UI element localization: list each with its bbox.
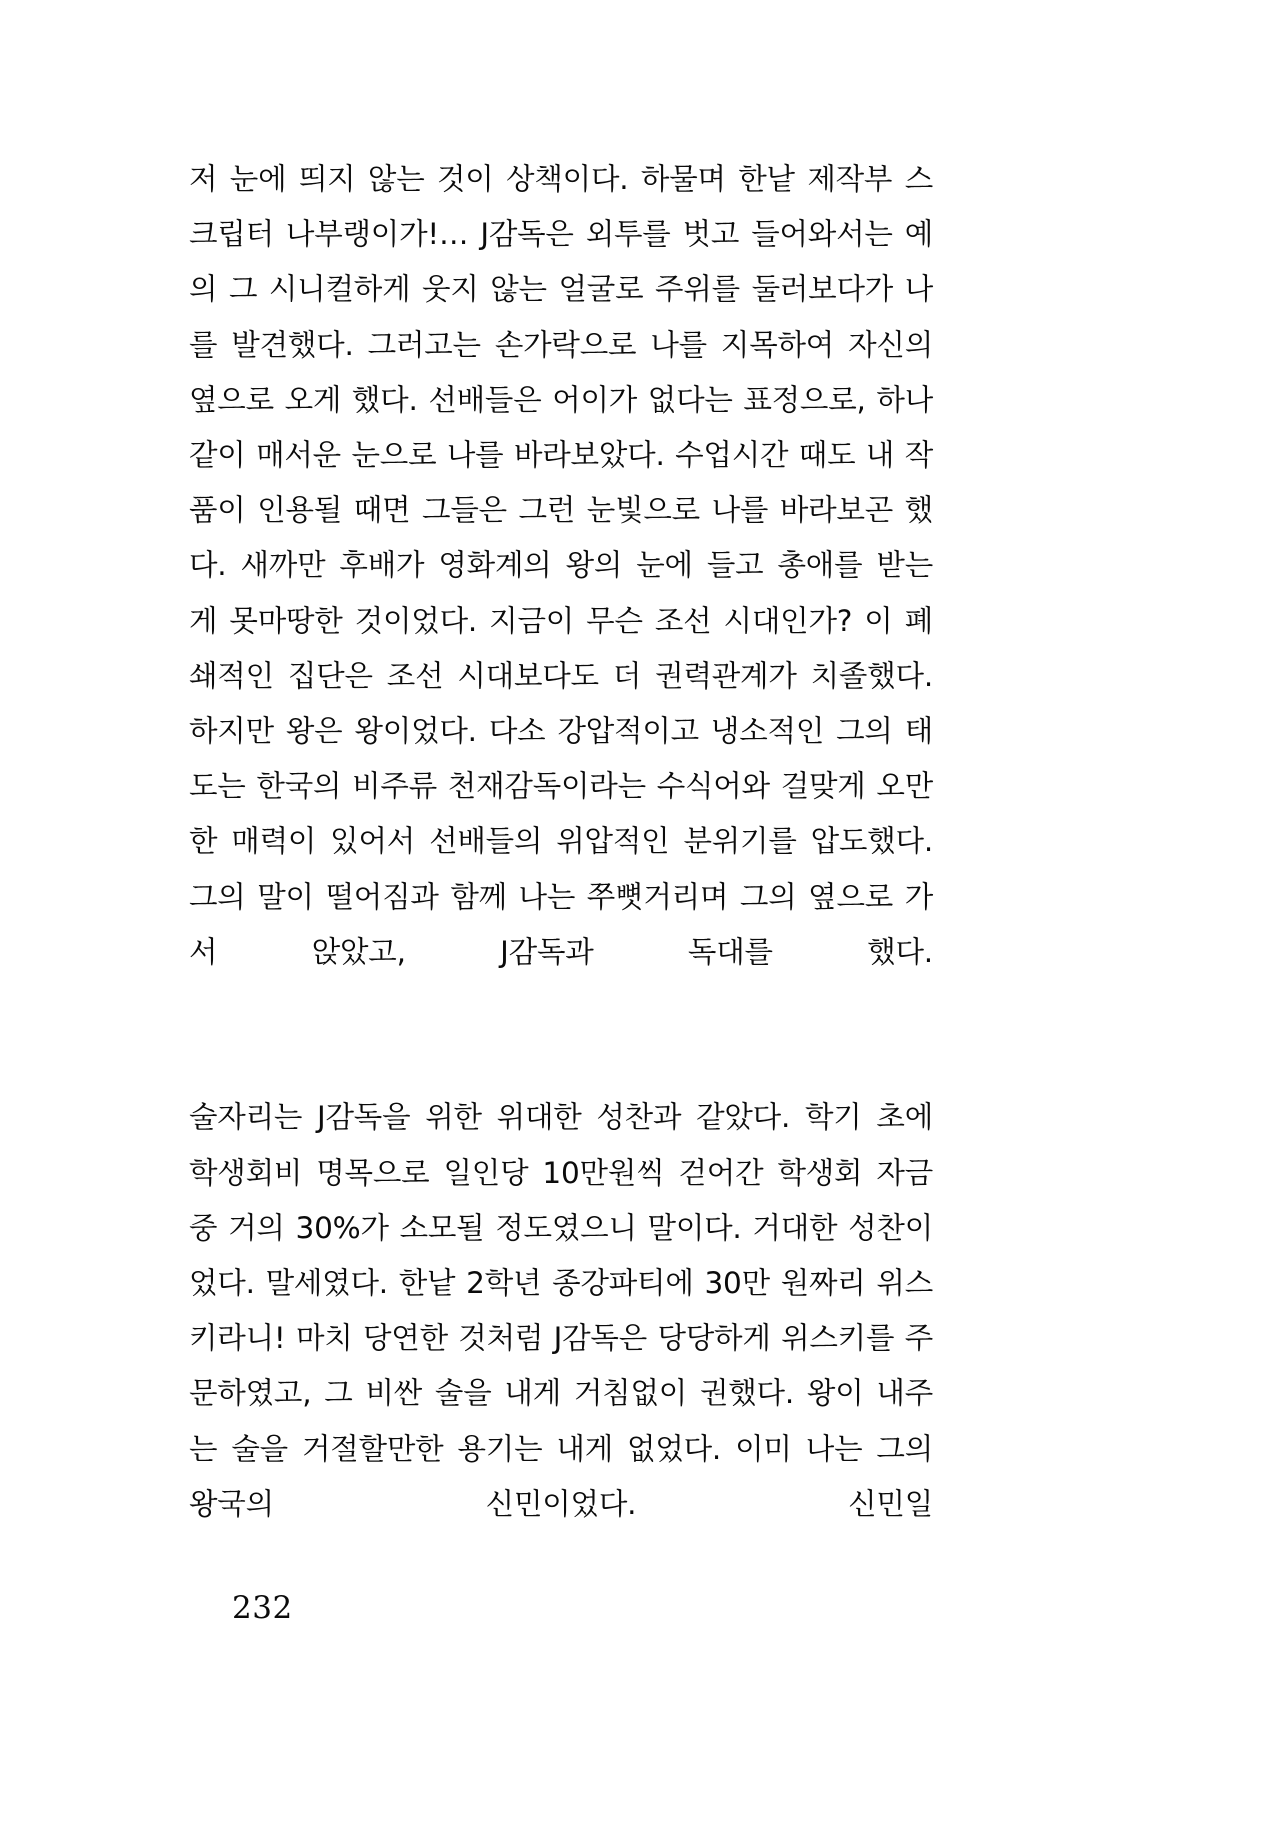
body-paragraph-1: 저 눈에 띄지 않는 것이 상책이다. 하물며 한낱 제작부 스크립터 나부랭이가!… J감독은 외투를 벗고 들어와서는 예의 그 시니컬하게 웃지 않는 얼굴로 주위를 둘러보다가 나를 발견했다. 그러고는 손가락으로 나를 지목하여 자신의 옆으로 오게 했다. 선배들은 어이가 없다는 표정으로, 하나같이 매서운 눈으로 나를 바라보았다. 수업시간 때도 내 작품이 인용될 때면 그들은 그런 눈빛으로 나를 바라보곤 했다. 새까만 후배가 영화계의 왕의 눈에 들고 총애를 받는 게 못마땅한 것이었다. 지금이 무슨 조선 시대인가? 이 폐쇄적인 집단은 조선 시대보다도 더 권력관계가 치졸했다. 하지만 왕은 왕이었다. 다소 강압적이고 냉소적인 그의 태도는 한국의 비주류 천재감독이라는 수식어와 걸맞게 오만한 매력이 있어서 선배들의 위압적인 분위기를 압도했다. 그의 말이 떨어짐과 함께 나는 쭈뼛거리며 그의 옆으로 가서 앉았고, J감독과 독대를 했다. [189,162,933,969]
body-paragraph-2: 술자리는 J감독을 위한 위대한 성찬과 같았다. 학기 초에 학생회비 명목으로 일인당 10만원씩 걷어간 학생회 자금 중 거의 30%가 소모될 정도였으니 말이다. 거대한 성찬이었다. 말세였다. 한낱 2학년 종강파티에 30만 원짜리 위스키라니! 마치 당연한 것처럼 J감독은 당당하게 위스키를 주문하였고, 그 비싼 술을 내게 거침없이 권했다. 왕이 내주는 술을 거절할만한 용기는 내게 없었다. 이미 나는 그의 왕국의 신민이었다. 신민일 [189,1100,933,1521]
page-number: 232 [232,1590,293,1626]
page-text-block [189,152,933,1587]
